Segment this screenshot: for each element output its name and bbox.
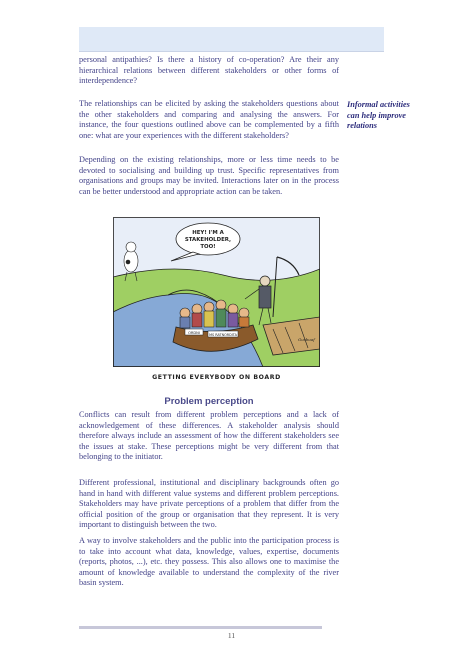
paragraph-conflicts: Conflicts can result from different problem perceptions and a lack of acknowledgement of these differences. A stakeholder analysis should therefore always include an assessment of how the different stakeholders see the issues at stake. These perceptions might be very different from that belonging to the initiator. [79,410,339,462]
section-heading: Problem perception [164,396,254,407]
paragraph-eliciting-relationships: The relationships can be elicited by asking the stakeholders questions about the other stakeholders and comparing and analysing the answers. For instance, the four questions outlined above can be complemented by a fifth one: what are your experiences with the different stakeholders? [79,99,339,140]
boat-sign-right: MS RATNORDITA [209,333,237,337]
paragraph-involve-stakeholders: A way to involve stakeholders and the public into the participation process is to take into account what data, knowledge, values, expertise, documents (reports, photos, ...), etc. they possess. This also allows one to maximise the amount of knowledge available to understand the complexity of the river basin system. [79,536,339,588]
speech-line-3: TOO! [200,244,216,250]
margin-note: Informal activities can help improve relations [347,100,410,130]
boat-sign-left: ORDNI [188,331,200,335]
footer-rule [79,626,322,629]
speech-line-1: HEY! I'M A [192,230,224,236]
stakeholder-cartoon [113,217,320,367]
paragraph-building-trust: Depending on the existing relationships, more or less time needs to be devoted to socialising and building up trust. Specific representatives from organisations and groups may be invited. Interactions later on in the process can be better understood and appropriate action can be taken. [79,155,339,196]
cartoon-caption: GETTING EVERYBODY ON BOARD [152,374,281,381]
page-number: 11 [227,631,236,640]
cartoon-signature: Gurbuaf [298,337,315,342]
header-rule [79,51,384,52]
paragraph-backgrounds: Different professional, institutional and disciplinary backgrounds often go hand in hand with different value systems and different problem perceptions. Stakeholders may have private perceptions of a problem that differ from the official position of the group or organisation that they represent. It is very important to distinguish between the two. [79,478,339,530]
header-band [79,27,384,51]
speech-line-2: STAKEHOLDER, [184,237,232,243]
paragraph-relations-questions: personal antipathies? Is there a history of co-operation? Are their any hierarchical relations between different stakeholders or other forms of interdependence? [79,55,339,86]
